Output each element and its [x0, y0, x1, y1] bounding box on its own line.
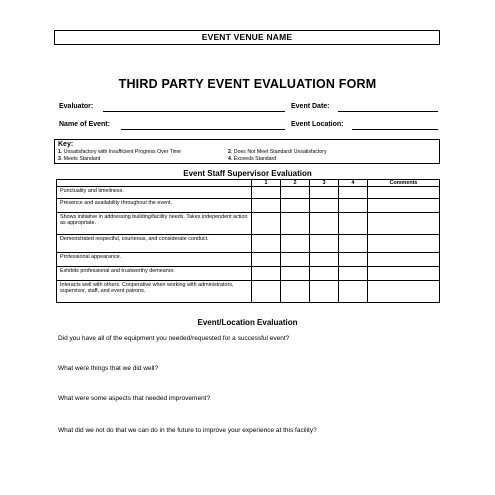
table-row: [57, 187, 440, 199]
criterion-cell: Demonstrated respectful, courteous, and considerate conduct.: [57, 235, 252, 253]
question-improvement: What were some aspects that needed improvement?: [58, 395, 211, 402]
criterion-cell: Interacts well with others. Cooperative when working with administrators, supervisor, staff, and event patrons.: [57, 281, 252, 303]
rating-cell[interactable]: [281, 213, 310, 235]
rating-key: [54, 139, 440, 164]
rating-cell[interactable]: [281, 199, 310, 213]
criterion-cell: Professional appearance.: [57, 253, 252, 267]
rating-cell[interactable]: [281, 187, 310, 199]
rating-1-column-header: 1: [252, 180, 281, 187]
table-row: [57, 253, 440, 267]
rating-cell[interactable]: [252, 213, 281, 235]
rating-cell[interactable]: [252, 281, 281, 303]
rating-cell[interactable]: [310, 253, 339, 267]
key-title: Key:: [58, 141, 74, 148]
criteria-column-header: [57, 180, 252, 187]
rating-cell[interactable]: [252, 235, 281, 253]
rating-cell[interactable]: [252, 187, 281, 199]
comment-cell[interactable]: [368, 253, 440, 267]
key-item-4: 4. Exceeds Standard: [228, 156, 277, 162]
staff-evaluation-title: Event Staff Supervisor Evaluation: [183, 169, 312, 178]
key-item-2: 2. Does Not Meet Standard/ Unsatisfactory: [228, 149, 327, 155]
rating-cell[interactable]: [281, 253, 310, 267]
event-location-label: Event Location:: [291, 121, 344, 128]
question-equipment: Did you have all of the equipment you needed/requested for a successful event?: [58, 335, 290, 342]
rating-cell[interactable]: [281, 281, 310, 303]
staff-evaluation-table: [56, 179, 440, 303]
rating-cell[interactable]: [339, 281, 368, 303]
table-row: [57, 267, 440, 281]
comment-cell[interactable]: [368, 199, 440, 213]
rating-cell[interactable]: [252, 267, 281, 281]
table-header-row: [57, 180, 440, 187]
form-title: THIRD PARTY EVENT EVALUATION FORM: [118, 77, 377, 91]
rating-cell[interactable]: [310, 281, 339, 303]
table-row: [57, 235, 440, 253]
rating-cell[interactable]: [281, 235, 310, 253]
rating-cell[interactable]: [252, 253, 281, 267]
table-row: [57, 199, 440, 213]
criterion-cell: Exhibits professional and trustworthy demeanor.: [57, 267, 252, 281]
comment-cell[interactable]: [368, 235, 440, 253]
rating-3-column-header: 3: [310, 180, 339, 187]
criterion-cell: Punctuality and timeliness.: [57, 187, 252, 199]
table-row: [57, 213, 440, 235]
name-of-event-label: Name of Event:: [59, 121, 110, 128]
rating-cell[interactable]: [310, 235, 339, 253]
comment-cell[interactable]: [368, 281, 440, 303]
key-item-1: 1. Unsatisfactory with Insufficient Progress Over Time: [58, 149, 182, 155]
rating-cell[interactable]: [281, 267, 310, 281]
key-item-3: 3. Meets Standard: [58, 156, 101, 162]
question-future: What did we not do that we can do in the future to improve your experience at this facility?: [58, 427, 317, 434]
venue-name-header: EVENT VENUE NAME: [54, 30, 440, 45]
rating-2-column-header: 2: [281, 180, 310, 187]
rating-cell[interactable]: [339, 253, 368, 267]
event-date-label: Event Date:: [291, 103, 330, 110]
rating-cell[interactable]: [310, 187, 339, 199]
rating-cell[interactable]: [310, 213, 339, 235]
comment-cell[interactable]: [368, 213, 440, 235]
event-location-field[interactable]: [352, 129, 438, 130]
event-date-field[interactable]: [338, 111, 438, 112]
rating-cell[interactable]: [339, 187, 368, 199]
table-row: [57, 281, 440, 303]
location-evaluation-title: Event/Location Evaluation: [197, 318, 298, 327]
rating-cell[interactable]: [339, 267, 368, 281]
comment-cell[interactable]: [368, 187, 440, 199]
comment-cell[interactable]: [368, 267, 440, 281]
evaluator-label: Evaluator:: [59, 103, 94, 110]
rating-cell[interactable]: [252, 199, 281, 213]
name-of-event-field[interactable]: [121, 129, 285, 130]
rating-cell[interactable]: [339, 213, 368, 235]
evaluator-field[interactable]: [103, 111, 285, 112]
criterion-cell: Shows initiative in addressing building/facility needs. Takes independent action as appropriate.: [57, 213, 252, 235]
comments-column-header: Comments: [368, 180, 440, 187]
question-did-well: What were things that we did well?: [58, 365, 159, 372]
rating-cell[interactable]: [339, 235, 368, 253]
rating-cell[interactable]: [339, 199, 368, 213]
rating-cell[interactable]: [310, 267, 339, 281]
rating-cell[interactable]: [310, 199, 339, 213]
criterion-cell: Presence and availability throughout the event.: [57, 199, 252, 213]
rating-4-column-header: 4: [339, 180, 368, 187]
